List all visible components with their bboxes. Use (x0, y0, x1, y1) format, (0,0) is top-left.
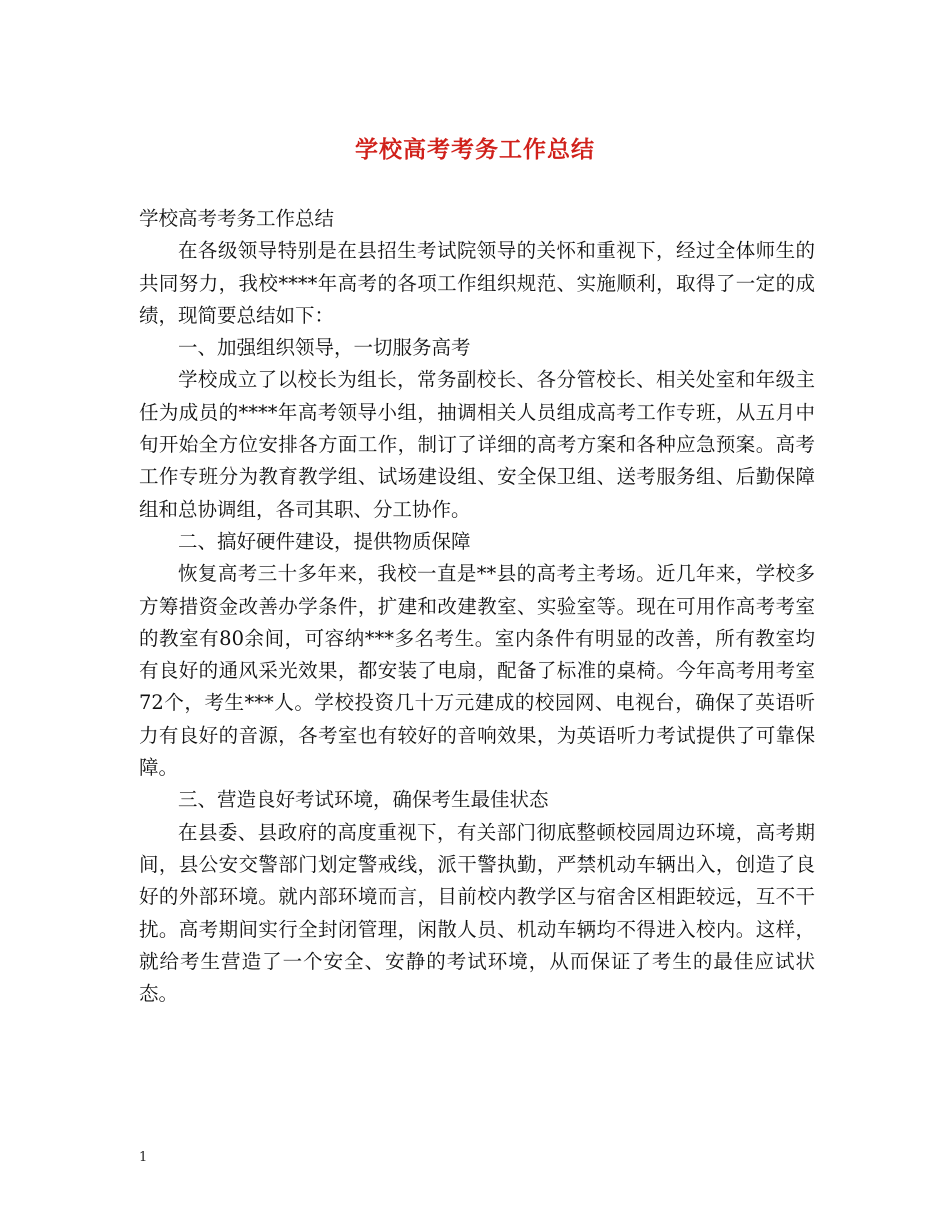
page-number: 1 (139, 1150, 148, 1165)
document-title: 学校高考考务工作总结 (355, 136, 595, 163)
section-heading-1: 一、加强组织领导，一切服务高考 (178, 336, 471, 360)
document-body (139, 203, 815, 1010)
paragraph-section-2: 恢复高考三十多年来，我校一直是**县的高考主考场。近几年来，学校多方筹措资金改善办学条件，扩建和改建教室、实验室等。现在可用作高考考室的教室有80余间，可容纳***多名考生。室内条件有明显的改善，所有教室均有良好的通风采光效果，都安装了电扇，配备了标准的桌椅。今年高考用考室72个，考生***人。学校投资几十万元建成的校园网、电视台，确保了英语听力有良好的音源，各考室也有较好的音响效果，为英语听力考试提供了可靠保障。 (139, 562, 815, 780)
paragraph-section-1: 学校成立了以校长为组长，常务副校长、各分管校长、相关处室和年级主任为成员的****年高考领导小组，抽调相关人员组成高考工作专班，从五月中旬开始全方位安排各方面工作，制订了详细的高考方案和各种应急预案。高考工作专班分为教育教学组、试场建设组、安全保卫组、送考服务组、后勤保障组和总协调组，各司其职、分工协作。 (139, 368, 815, 521)
paragraph-heading: 学校高考考务工作总结 (139, 207, 335, 230)
section-heading-3: 三、营造良好考试环境，确保考生最佳状态 (178, 788, 549, 812)
section-heading-2: 二、搞好硬件建设，提供物质保障 (178, 529, 471, 553)
paragraph-section-3: 在县委、县政府的高度重视下，有关部门彻底整顿校园周边环境，高考期间，县公安交警部门划定警戒线，派干警执勤，严禁机动车辆出入，创造了良好的外部环境。就内部环境而言，目前校内教学区与宿舍区相距较远，互不干扰。高考期间实行全封闭管理，闲散人员、机动车辆均不得进入校内。这样，就给考生营造了一个安全、安静的考试环境，从而保证了考生的最佳应试状态。 (139, 820, 815, 1006)
paragraph-intro: 在各级领导特别是在县招生考试院领导的关怀和重视下，经过全体师生的共同努力，我校****年高考的各项工作组织规范、实施顺利，取得了一定的成绩，现简要总结如下： (139, 239, 815, 327)
